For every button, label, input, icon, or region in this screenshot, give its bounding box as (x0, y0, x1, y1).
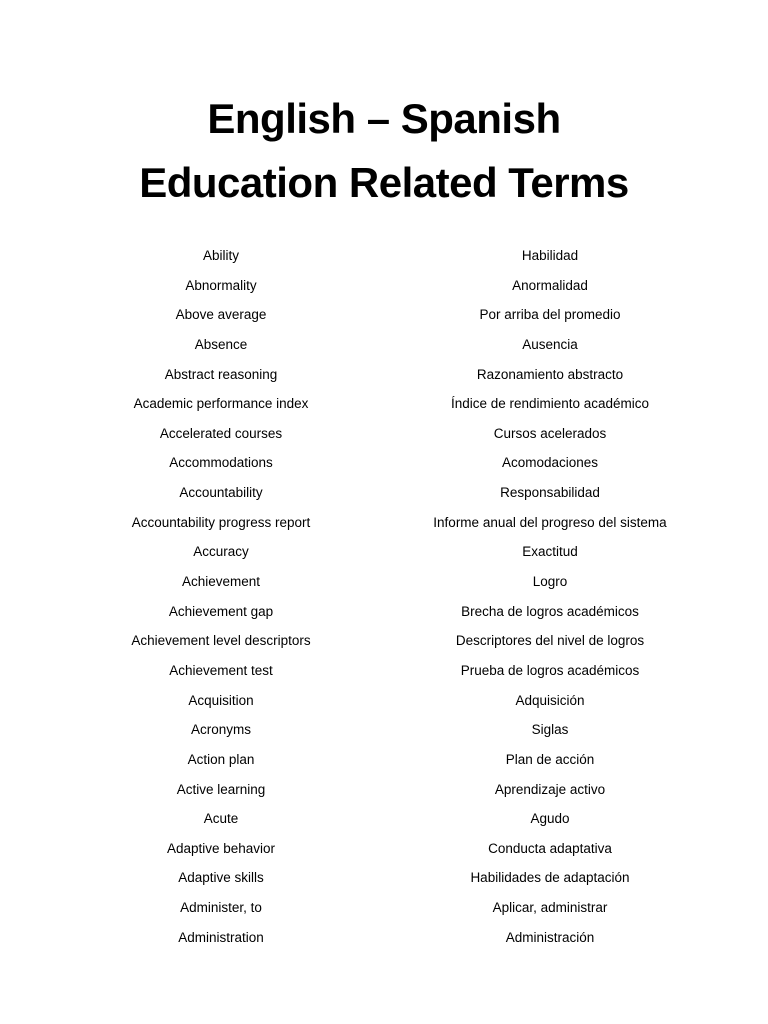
english-term: Ability (202, 248, 239, 263)
english-term: Accountability (179, 485, 263, 501)
english-term: Adaptive behavior (166, 840, 276, 856)
spanish-term: Plan de acción (505, 751, 595, 767)
page-title-line-1: English – Spanish (207, 95, 561, 142)
english-term: Acquisition (188, 692, 254, 708)
glossary-row (0, 923, 768, 953)
spanish-term: Aprendizaje activo (494, 781, 606, 797)
english-term: Acronyms (190, 722, 251, 738)
english-term: Absence (194, 336, 248, 352)
glossary-row (0, 834, 768, 864)
english-term: Active learning (176, 781, 266, 797)
english-term: Adaptive skills (178, 870, 264, 886)
glossary-row (0, 567, 768, 597)
glossary-row (0, 241, 768, 271)
english-term: Accelerated courses (159, 425, 283, 441)
glossary-row (0, 508, 768, 538)
glossary-row (0, 537, 768, 567)
spanish-term: Razonamiento abstracto (476, 366, 624, 382)
spanish-term: Prueba de logros académicos (460, 662, 640, 678)
spanish-term: Ausencia (522, 336, 578, 352)
glossary-row (0, 330, 768, 360)
spanish-term: Brecha de logros académicos (461, 603, 639, 619)
glossary-row (0, 300, 768, 330)
english-term: Administer, to (180, 900, 262, 916)
english-term: Accuracy (193, 544, 249, 560)
english-term: Administration (178, 929, 264, 945)
glossary-row (0, 745, 768, 775)
spanish-term: Anormalidad (512, 277, 588, 293)
spanish-term: Agudo (530, 811, 570, 827)
glossary-row (0, 626, 768, 656)
spanish-term: Informe anual del progreso del sistema (433, 514, 667, 530)
glossary-row (0, 448, 768, 478)
glossary-list (0, 241, 768, 952)
english-term: Accommodations (169, 455, 273, 471)
page-title-line-2: Education Related Terms (139, 159, 629, 206)
glossary-row (0, 360, 768, 390)
glossary-row (0, 419, 768, 449)
spanish-term: Por arriba del promedio (479, 307, 621, 323)
english-term: Accountability progress report (131, 514, 311, 530)
spanish-term: Siglas (531, 722, 569, 738)
glossary-row (0, 478, 768, 508)
spanish-term: Índice de rendimiento académico (450, 396, 650, 412)
spanish-term: Cursos acelerados (493, 425, 607, 441)
english-term: Abstract reasoning (164, 366, 278, 382)
glossary-row (0, 656, 768, 686)
spanish-term: Adquisición (515, 692, 585, 708)
english-term: Above average (175, 307, 267, 323)
glossary-row (0, 893, 768, 923)
spanish-term: Descriptores del nivel de logros (455, 633, 645, 649)
spanish-term: Aplicar, administrar (492, 900, 608, 916)
glossary-row (0, 271, 768, 301)
glossary-row (0, 389, 768, 419)
spanish-term: Habilidades de adaptación (470, 870, 630, 886)
english-term: Academic performance index (133, 396, 309, 412)
english-term: Achievement level descriptors (131, 633, 311, 649)
glossary-row (0, 597, 768, 627)
glossary-row (0, 775, 768, 805)
spanish-term: Logro (532, 574, 568, 590)
spanish-term: Conducta adaptativa (488, 840, 612, 856)
spanish-term: Acomodaciones (501, 455, 599, 471)
spanish-term: Habilidad (521, 248, 579, 263)
english-term: Acute (203, 811, 239, 827)
english-term: Action plan (187, 751, 255, 767)
glossary-row (0, 715, 768, 745)
english-term: Achievement (181, 574, 261, 590)
spanish-term: Exactitud (522, 544, 578, 560)
english-term: Abnormality (185, 277, 257, 293)
english-term: Achievement gap (168, 603, 274, 619)
glossary-row (0, 804, 768, 834)
spanish-term: Administración (505, 929, 595, 945)
english-term: Achievement test (169, 662, 273, 678)
glossary-row (0, 686, 768, 716)
spanish-term: Responsabilidad (500, 485, 600, 501)
glossary-row (0, 863, 768, 893)
